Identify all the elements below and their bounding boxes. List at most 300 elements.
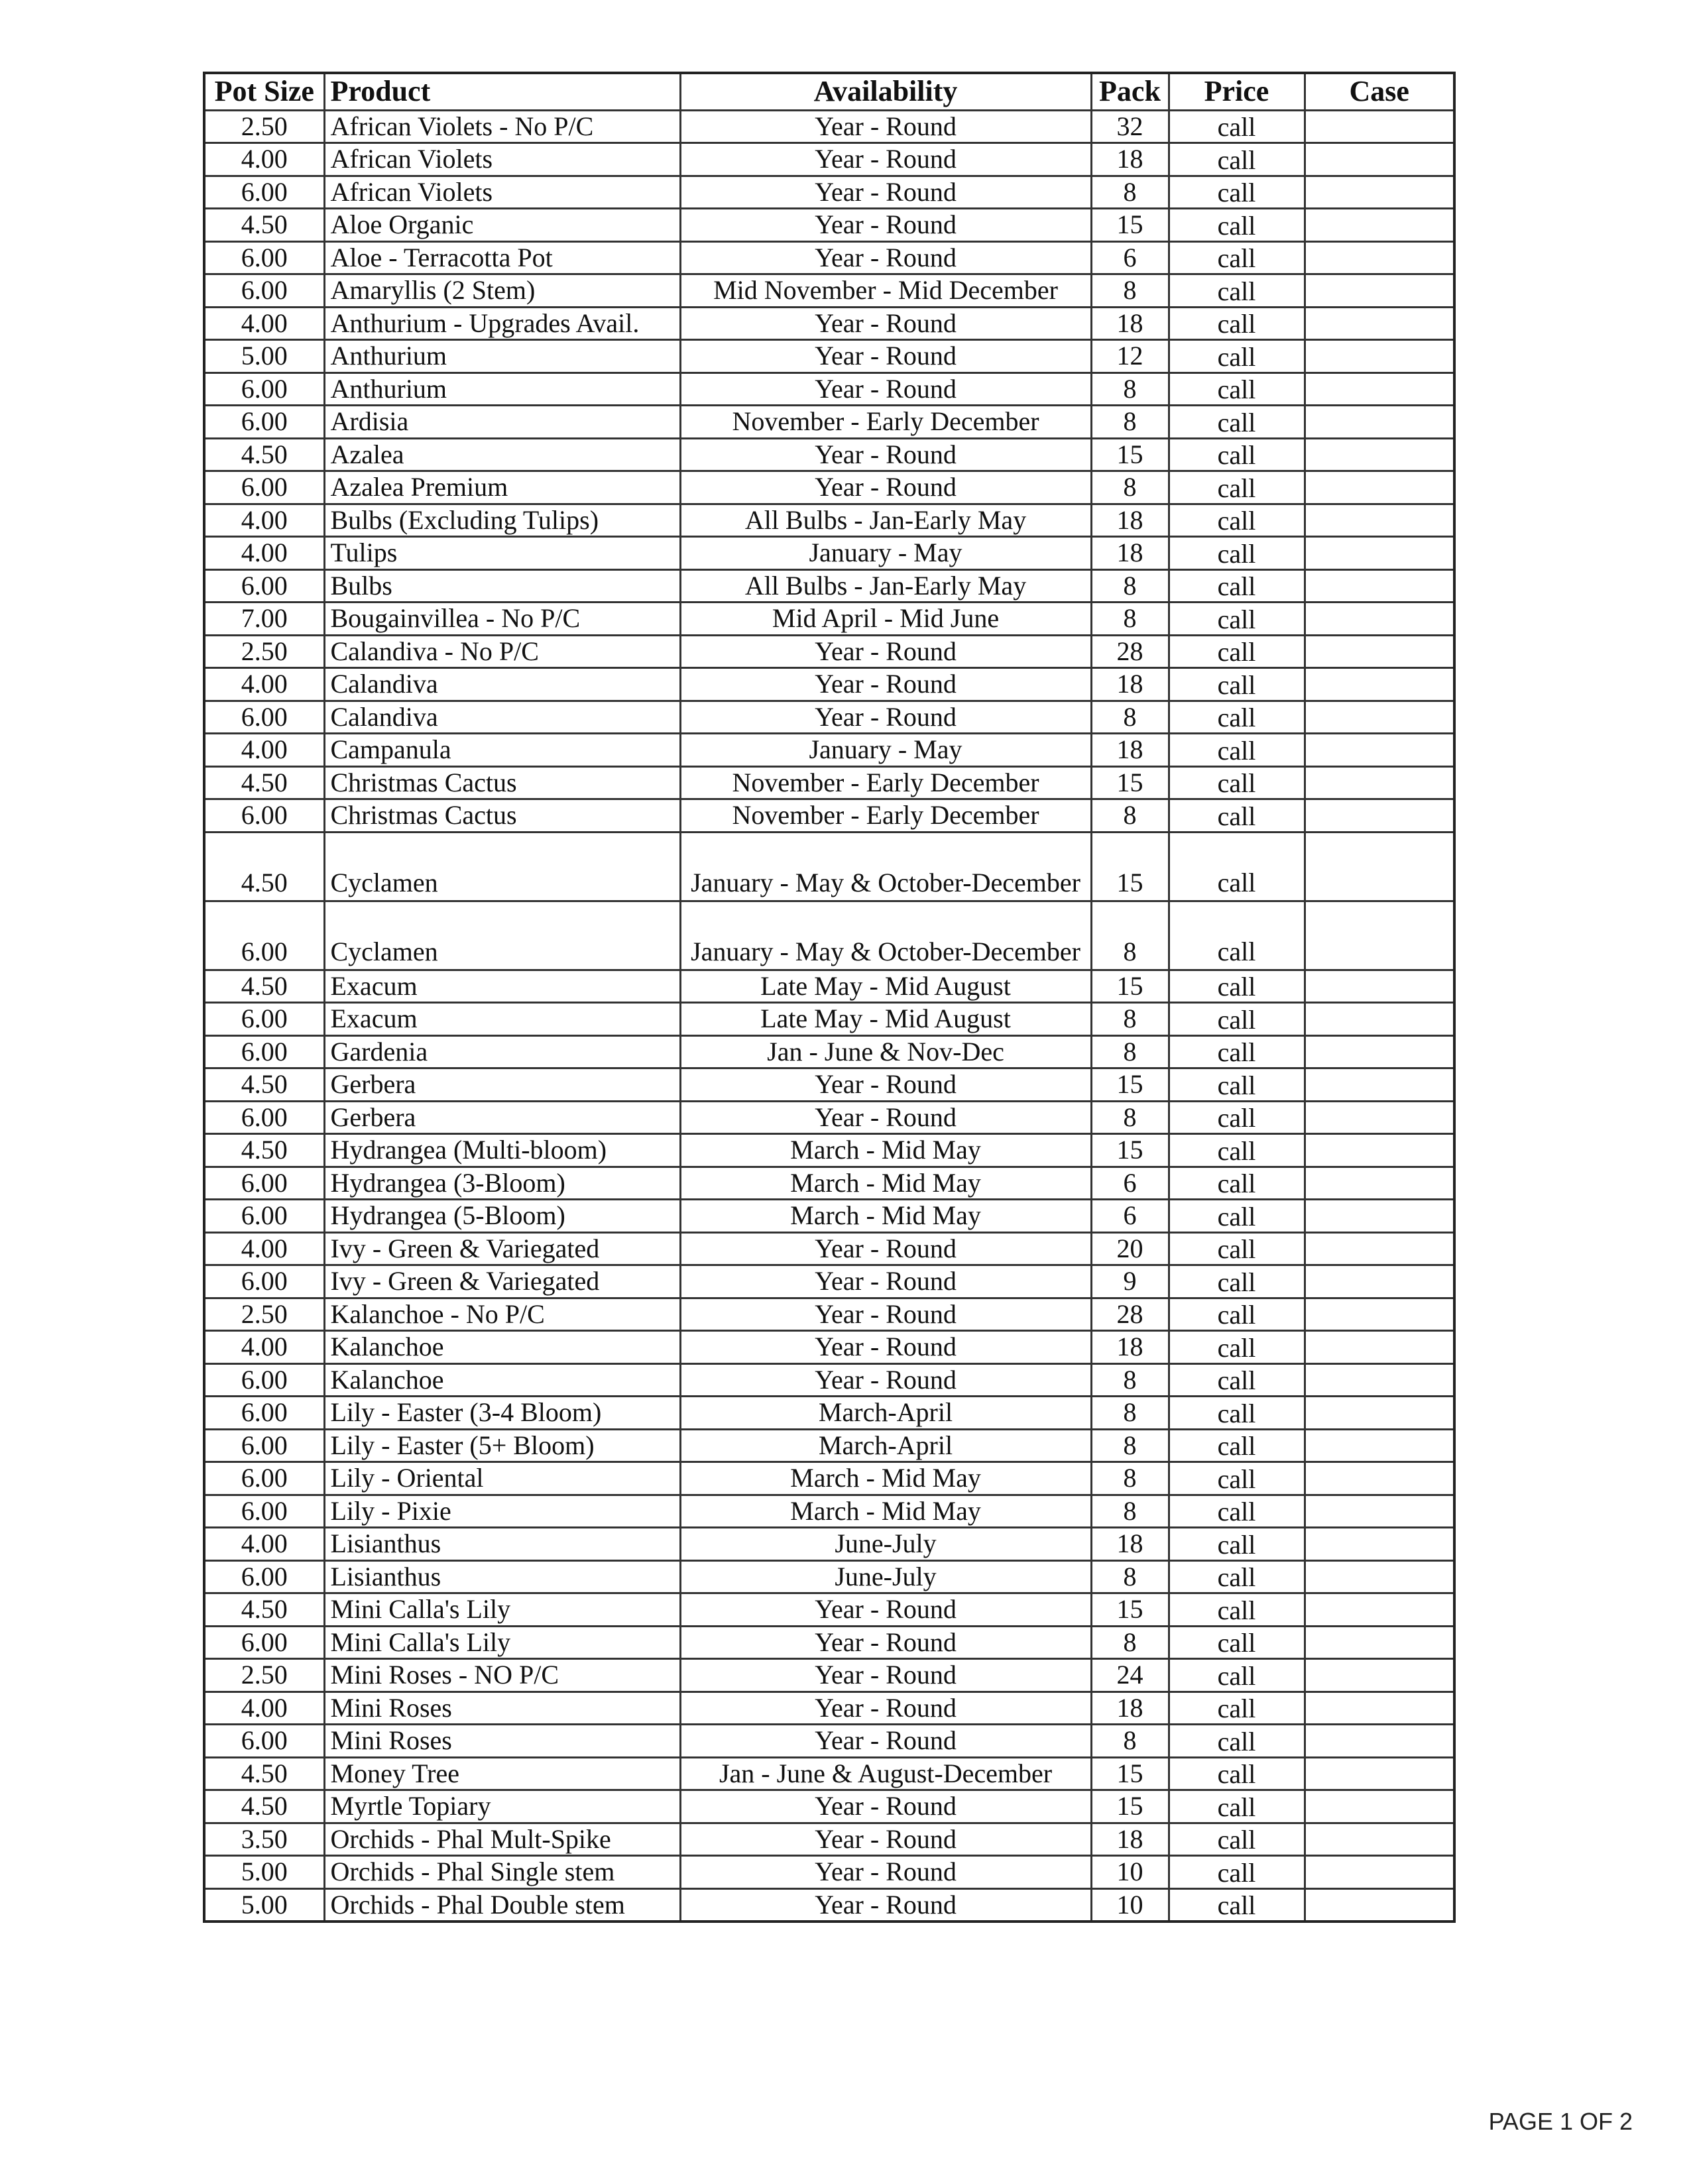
pot-size-cell: 4.00 (204, 1232, 324, 1265)
pack-cell: 8 (1091, 1725, 1169, 1758)
case-cell (1305, 504, 1454, 537)
product-cell: Tulips (324, 537, 680, 570)
price-cell: call (1169, 603, 1305, 636)
availability-cell: January - May & October-December (680, 832, 1091, 901)
pack-cell: 8 (1091, 1429, 1169, 1462)
product-cell: Myrtle Topiary (324, 1790, 680, 1823)
case-cell (1305, 1560, 1454, 1593)
case-cell (1305, 1725, 1454, 1758)
availability-cell: Year - Round (680, 668, 1091, 701)
availability-cell: Year - Round (680, 241, 1091, 274)
case-cell (1305, 340, 1454, 373)
product-cell: Cyclamen (324, 832, 680, 901)
table-body (204, 110, 1454, 1922)
case-cell (1305, 603, 1454, 636)
pot-size-cell: 4.00 (204, 1331, 324, 1364)
case-cell (1305, 537, 1454, 570)
product-cell: Calandiva (324, 668, 680, 701)
pack-cell: 28 (1091, 635, 1169, 668)
table-row (204, 176, 1454, 209)
case-cell (1305, 1462, 1454, 1495)
case-cell (1305, 799, 1454, 833)
price-cell: call (1169, 438, 1305, 471)
case-cell (1305, 1167, 1454, 1200)
table-row (204, 1560, 1454, 1593)
availability-cell: Year - Round (680, 1692, 1091, 1725)
table-row (204, 110, 1454, 143)
availability-cell: Year - Round (680, 1232, 1091, 1265)
table-row (204, 1363, 1454, 1397)
availability-cell: Year - Round (680, 110, 1091, 143)
case-cell (1305, 1003, 1454, 1036)
pot-size-cell: 6.00 (204, 1462, 324, 1495)
pot-size-cell: 3.50 (204, 1823, 324, 1856)
product-cell: Cyclamen (324, 901, 680, 970)
product-cell: Exacum (324, 1003, 680, 1036)
product-cell: Orchids - Phal Single stem (324, 1856, 680, 1889)
case-cell (1305, 110, 1454, 143)
case-cell (1305, 1823, 1454, 1856)
table-row (204, 340, 1454, 373)
product-cell: Kalanchoe (324, 1363, 680, 1397)
availability-cell: January - May (680, 734, 1091, 767)
header-pack: Pack (1091, 73, 1169, 110)
availability-cell: Late May - Mid August (680, 1003, 1091, 1036)
availability-cell: March-April (680, 1429, 1091, 1462)
pack-cell: 8 (1091, 1101, 1169, 1134)
case-cell (1305, 1265, 1454, 1298)
price-cell: call (1169, 1003, 1305, 1036)
pack-cell: 8 (1091, 569, 1169, 603)
product-cell: Christmas Cactus (324, 766, 680, 799)
table-row (204, 1167, 1454, 1200)
case-cell (1305, 1856, 1454, 1889)
pack-cell: 24 (1091, 1659, 1169, 1692)
table-row (204, 1035, 1454, 1068)
price-cell: call (1169, 209, 1305, 242)
product-cell: Aloe - Terracotta Pot (324, 241, 680, 274)
product-cell: Exacum (324, 970, 680, 1003)
price-cell: call (1169, 1856, 1305, 1889)
product-cell: Kalanchoe - No P/C (324, 1298, 680, 1331)
pot-size-cell: 6.00 (204, 1725, 324, 1758)
case-cell (1305, 1495, 1454, 1528)
availability-cell: March - Mid May (680, 1200, 1091, 1233)
product-cell: Hydrangea (5-Bloom) (324, 1200, 680, 1233)
case-cell (1305, 307, 1454, 340)
pack-cell: 18 (1091, 307, 1169, 340)
table-row (204, 1068, 1454, 1102)
pot-size-cell: 6.00 (204, 406, 324, 439)
pack-cell: 8 (1091, 701, 1169, 734)
pot-size-cell: 6.00 (204, 1035, 324, 1068)
price-cell: call (1169, 110, 1305, 143)
case-cell (1305, 668, 1454, 701)
availability-cell: Year - Round (680, 1725, 1091, 1758)
pack-cell: 8 (1091, 901, 1169, 970)
product-cell: African Violets (324, 176, 680, 209)
pack-cell: 6 (1091, 241, 1169, 274)
table-row (204, 1856, 1454, 1889)
availability-cell: Year - Round (680, 1101, 1091, 1134)
price-cell: call (1169, 668, 1305, 701)
case-cell (1305, 1232, 1454, 1265)
product-cell: Anthurium (324, 340, 680, 373)
pot-size-cell: 6.00 (204, 1560, 324, 1593)
availability-cell: November - Early December (680, 799, 1091, 833)
price-cell: call (1169, 1134, 1305, 1167)
table-row (204, 1232, 1454, 1265)
price-cell: call (1169, 569, 1305, 603)
price-cell: call (1169, 799, 1305, 833)
pot-size-cell: 4.50 (204, 766, 324, 799)
pack-cell: 18 (1091, 143, 1169, 176)
case-cell (1305, 832, 1454, 901)
price-cell: call (1169, 1232, 1305, 1265)
pack-cell: 18 (1091, 1528, 1169, 1561)
pot-size-cell: 6.00 (204, 1265, 324, 1298)
availability-cell: Jan - June & Nov-Dec (680, 1035, 1091, 1068)
price-cell: call (1169, 701, 1305, 734)
product-cell: Orchids - Phal Double stem (324, 1888, 680, 1922)
availability-cell: January - May & October-December (680, 901, 1091, 970)
pot-size-cell: 4.00 (204, 537, 324, 570)
pot-size-cell: 6.00 (204, 1363, 324, 1397)
pack-cell: 8 (1091, 1363, 1169, 1397)
case-cell (1305, 209, 1454, 242)
pot-size-cell: 6.00 (204, 241, 324, 274)
pot-size-cell: 2.50 (204, 1659, 324, 1692)
pack-cell: 15 (1091, 1068, 1169, 1102)
pack-cell: 15 (1091, 766, 1169, 799)
pack-cell: 8 (1091, 1003, 1169, 1036)
table-row (204, 307, 1454, 340)
table-row (204, 241, 1454, 274)
table-row (204, 901, 1454, 970)
pot-size-cell: 5.00 (204, 340, 324, 373)
pot-size-cell: 4.50 (204, 970, 324, 1003)
pot-size-cell: 6.00 (204, 1397, 324, 1430)
pot-size-cell: 4.50 (204, 1593, 324, 1627)
product-cell: Mini Roses (324, 1692, 680, 1725)
pack-cell: 8 (1091, 1626, 1169, 1659)
pot-size-cell: 6.00 (204, 471, 324, 504)
availability-cell: January - May (680, 537, 1091, 570)
table-row (204, 1429, 1454, 1462)
product-cell: Azalea Premium (324, 471, 680, 504)
availability-cell: Year - Round (680, 1593, 1091, 1627)
pot-size-cell: 6.00 (204, 1200, 324, 1233)
pot-size-cell: 4.00 (204, 668, 324, 701)
table-row (204, 373, 1454, 406)
pot-size-cell: 4.00 (204, 504, 324, 537)
table-row (204, 471, 1454, 504)
table-row (204, 1003, 1454, 1036)
product-cell: African Violets - No P/C (324, 110, 680, 143)
case-cell (1305, 1200, 1454, 1233)
availability-cell: Late May - Mid August (680, 970, 1091, 1003)
pot-size-cell: 6.00 (204, 701, 324, 734)
pot-size-cell: 7.00 (204, 603, 324, 636)
case-cell (1305, 471, 1454, 504)
pack-cell: 18 (1091, 537, 1169, 570)
product-cell: Anthurium (324, 373, 680, 406)
price-cell: call (1169, 274, 1305, 308)
product-cell: Gardenia (324, 1035, 680, 1068)
product-cell: Christmas Cactus (324, 799, 680, 833)
price-cell: call (1169, 1363, 1305, 1397)
case-cell (1305, 1790, 1454, 1823)
pack-cell: 8 (1091, 1560, 1169, 1593)
table-row (204, 143, 1454, 176)
product-cell: Gerbera (324, 1101, 680, 1134)
table-row (204, 438, 1454, 471)
availability-cell: Year - Round (680, 635, 1091, 668)
pack-cell: 8 (1091, 1462, 1169, 1495)
product-cell: Azalea (324, 438, 680, 471)
availability-cell: Year - Round (680, 1265, 1091, 1298)
case-cell (1305, 1298, 1454, 1331)
pack-cell: 8 (1091, 1495, 1169, 1528)
header-pot-size: Pot Size (204, 73, 324, 110)
table-row (204, 1495, 1454, 1528)
availability-cell: June-July (680, 1528, 1091, 1561)
pot-size-cell: 6.00 (204, 1167, 324, 1200)
pack-cell: 8 (1091, 471, 1169, 504)
availability-cell: Year - Round (680, 1659, 1091, 1692)
table-row (204, 832, 1454, 901)
availability-cell: Year - Round (680, 1856, 1091, 1889)
pack-cell: 15 (1091, 438, 1169, 471)
pack-cell: 8 (1091, 274, 1169, 308)
pot-size-cell: 4.50 (204, 1134, 324, 1167)
pack-cell: 15 (1091, 832, 1169, 901)
case-cell (1305, 1331, 1454, 1364)
pot-size-cell: 6.00 (204, 1495, 324, 1528)
price-cell: call (1169, 832, 1305, 901)
product-cell: Lily - Pixie (324, 1495, 680, 1528)
product-cell: African Violets (324, 143, 680, 176)
price-cell: call (1169, 406, 1305, 439)
case-cell (1305, 373, 1454, 406)
case-cell (1305, 1692, 1454, 1725)
case-cell (1305, 970, 1454, 1003)
table-row (204, 1790, 1454, 1823)
price-cell: call (1169, 1331, 1305, 1364)
product-cell: Kalanchoe (324, 1331, 680, 1364)
pack-cell: 8 (1091, 176, 1169, 209)
case-cell (1305, 1101, 1454, 1134)
availability-cell: November - Early December (680, 406, 1091, 439)
availability-cell: Year - Round (680, 1823, 1091, 1856)
table-row (204, 1134, 1454, 1167)
price-cell: call (1169, 1035, 1305, 1068)
pot-size-cell: 4.00 (204, 1528, 324, 1561)
pack-cell: 15 (1091, 970, 1169, 1003)
table-row (204, 1626, 1454, 1659)
pot-size-cell: 6.00 (204, 1626, 324, 1659)
case-cell (1305, 1068, 1454, 1102)
case-cell (1305, 274, 1454, 308)
price-cell: call (1169, 143, 1305, 176)
table-row (204, 1331, 1454, 1364)
table-row (204, 274, 1454, 308)
table-row (204, 668, 1454, 701)
pack-cell: 20 (1091, 1232, 1169, 1265)
pot-size-cell: 6.00 (204, 799, 324, 833)
case-cell (1305, 734, 1454, 767)
availability-cell: Mid November - Mid December (680, 274, 1091, 308)
availability-cell: Year - Round (680, 209, 1091, 242)
pack-cell: 18 (1091, 1331, 1169, 1364)
availability-cell: Year - Round (680, 1790, 1091, 1823)
pack-cell: 10 (1091, 1856, 1169, 1889)
pot-size-cell: 6.00 (204, 176, 324, 209)
pot-size-cell: 4.00 (204, 734, 324, 767)
pack-cell: 6 (1091, 1167, 1169, 1200)
case-cell (1305, 901, 1454, 970)
table-row (204, 537, 1454, 570)
availability-cell: All Bulbs - Jan-Early May (680, 569, 1091, 603)
table-row (204, 569, 1454, 603)
case-cell (1305, 569, 1454, 603)
case-cell (1305, 1429, 1454, 1462)
price-cell: call (1169, 635, 1305, 668)
case-cell (1305, 1888, 1454, 1922)
case-cell (1305, 1528, 1454, 1561)
availability-cell: Mid April - Mid June (680, 603, 1091, 636)
case-cell (1305, 1397, 1454, 1430)
pack-cell: 9 (1091, 1265, 1169, 1298)
pot-size-cell: 4.00 (204, 307, 324, 340)
price-cell: call (1169, 1560, 1305, 1593)
table-row (204, 635, 1454, 668)
availability-cell: Year - Round (680, 176, 1091, 209)
pot-size-cell: 2.50 (204, 110, 324, 143)
header-case: Case (1305, 73, 1454, 110)
price-cell: call (1169, 340, 1305, 373)
product-cell: Mini Roses (324, 1725, 680, 1758)
product-cell: Campanula (324, 734, 680, 767)
table-row (204, 766, 1454, 799)
availability-cell: Year - Round (680, 1626, 1091, 1659)
pack-cell: 15 (1091, 1134, 1169, 1167)
pot-size-cell: 6.00 (204, 373, 324, 406)
availability-cell: March - Mid May (680, 1167, 1091, 1200)
table-row (204, 1528, 1454, 1561)
product-cell: Mini Calla's Lily (324, 1626, 680, 1659)
page-number: PAGE 1 OF 2 (1488, 2108, 1633, 2135)
price-cell: call (1169, 1397, 1305, 1430)
case-cell (1305, 1134, 1454, 1167)
pot-size-cell: 4.50 (204, 438, 324, 471)
table-row (204, 1298, 1454, 1331)
price-cell: call (1169, 537, 1305, 570)
table-row (204, 504, 1454, 537)
product-cell: Lily - Easter (3-4 Bloom) (324, 1397, 680, 1430)
availability-cell: Year - Round (680, 1363, 1091, 1397)
table-row (204, 1692, 1454, 1725)
availability-cell: Year - Round (680, 143, 1091, 176)
price-cell: call (1169, 1528, 1305, 1561)
product-cell: Lily - Oriental (324, 1462, 680, 1495)
price-cell: call (1169, 1692, 1305, 1725)
table-row (204, 1200, 1454, 1233)
pot-size-cell: 2.50 (204, 635, 324, 668)
table-header-row (204, 73, 1454, 110)
pack-cell: 18 (1091, 504, 1169, 537)
product-cell: Gerbera (324, 1068, 680, 1102)
table-row (204, 1725, 1454, 1758)
product-cell: Calandiva (324, 701, 680, 734)
pack-cell: 8 (1091, 603, 1169, 636)
pack-cell: 6 (1091, 1200, 1169, 1233)
product-cell: Lily - Easter (5+ Bloom) (324, 1429, 680, 1462)
availability-cell: Year - Round (680, 307, 1091, 340)
pack-cell: 10 (1091, 1888, 1169, 1922)
pack-cell: 8 (1091, 406, 1169, 439)
pot-size-cell: 4.50 (204, 209, 324, 242)
pot-size-cell: 6.00 (204, 1101, 324, 1134)
header-product: Product (324, 73, 680, 110)
availability-cell: Year - Round (680, 1331, 1091, 1364)
product-cell: Amaryllis (2 Stem) (324, 274, 680, 308)
availability-cell: Year - Round (680, 1298, 1091, 1331)
table-row (204, 1462, 1454, 1495)
price-cell: call (1169, 1101, 1305, 1134)
table-row (204, 1265, 1454, 1298)
case-cell (1305, 241, 1454, 274)
price-cell: call (1169, 1823, 1305, 1856)
availability-cell: Year - Round (680, 373, 1091, 406)
product-cell: Mini Calla's Lily (324, 1593, 680, 1627)
price-cell: call (1169, 1200, 1305, 1233)
availability-cell: March - Mid May (680, 1495, 1091, 1528)
product-cell: Ardisia (324, 406, 680, 439)
availability-cell: November - Early December (680, 766, 1091, 799)
price-cell: call (1169, 1757, 1305, 1790)
price-cell: call (1169, 1790, 1305, 1823)
price-cell: call (1169, 766, 1305, 799)
pack-cell: 8 (1091, 373, 1169, 406)
pot-size-cell: 2.50 (204, 1298, 324, 1331)
pot-size-cell: 5.00 (204, 1856, 324, 1889)
case-cell (1305, 1757, 1454, 1790)
pot-size-cell: 6.00 (204, 569, 324, 603)
availability-table (203, 72, 1456, 1923)
case-cell (1305, 143, 1454, 176)
price-cell: call (1169, 471, 1305, 504)
price-cell: call (1169, 1167, 1305, 1200)
pack-cell: 18 (1091, 734, 1169, 767)
price-cell: call (1169, 734, 1305, 767)
pack-cell: 18 (1091, 1823, 1169, 1856)
pot-size-cell: 6.00 (204, 274, 324, 308)
pack-cell: 18 (1091, 668, 1169, 701)
pot-size-cell: 4.00 (204, 143, 324, 176)
price-cell: call (1169, 241, 1305, 274)
pot-size-cell: 4.50 (204, 1068, 324, 1102)
table-row (204, 1823, 1454, 1856)
case-cell (1305, 766, 1454, 799)
price-cell: call (1169, 1068, 1305, 1102)
table-row (204, 1397, 1454, 1430)
product-cell: Aloe Organic (324, 209, 680, 242)
product-cell: Hydrangea (Multi-bloom) (324, 1134, 680, 1167)
price-cell: call (1169, 1429, 1305, 1462)
product-cell: Mini Roses - NO P/C (324, 1659, 680, 1692)
availability-cell: March - Mid May (680, 1462, 1091, 1495)
